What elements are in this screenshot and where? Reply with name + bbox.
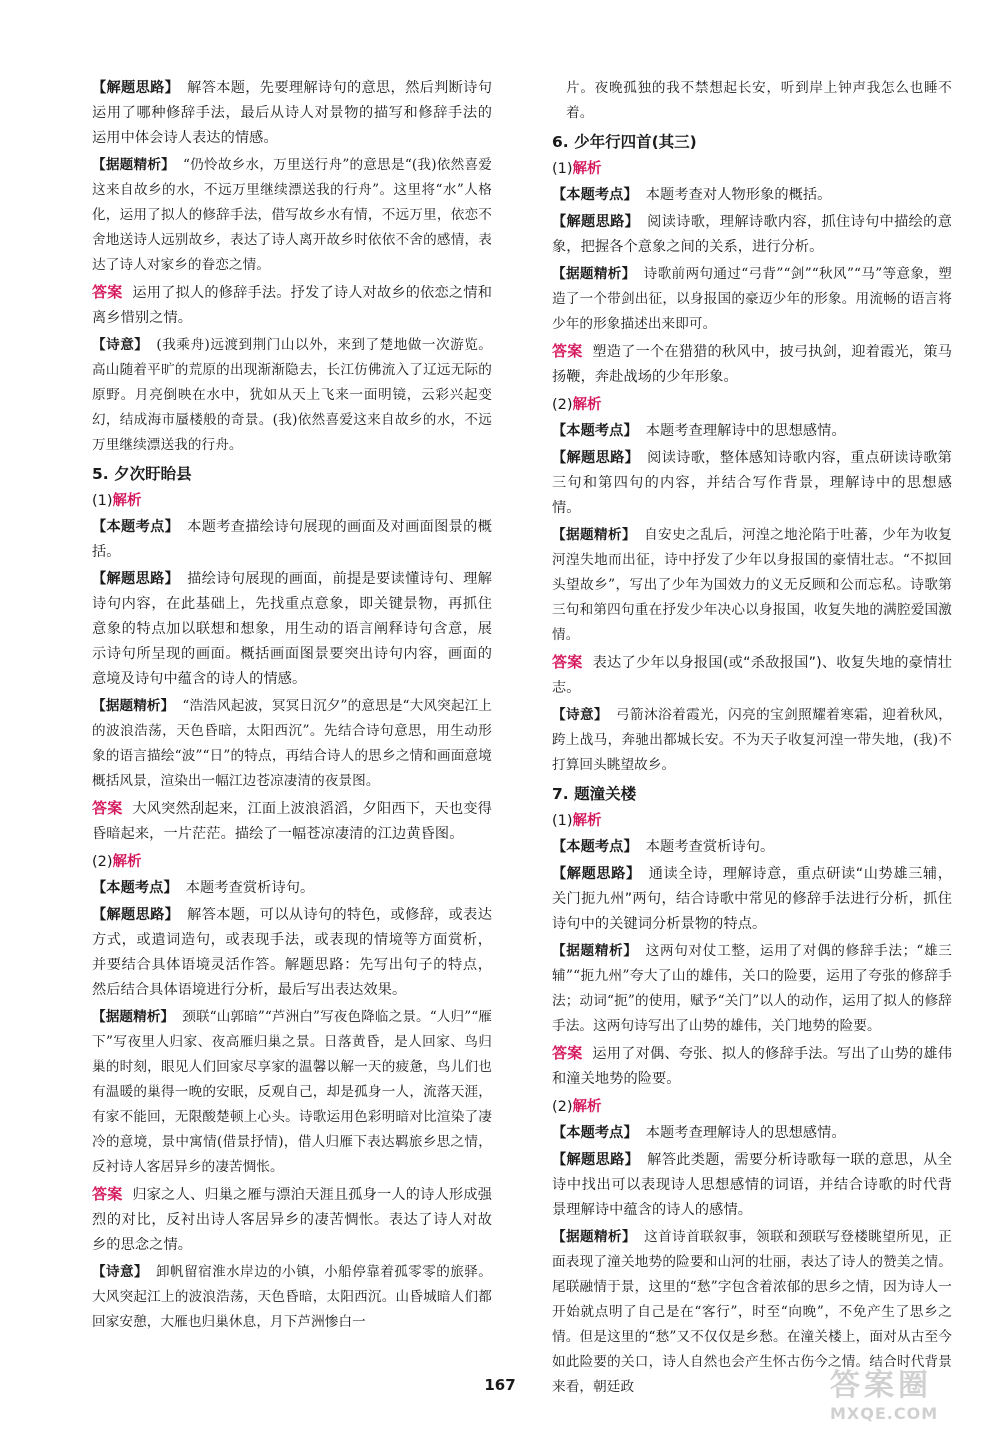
sub-question xyxy=(552,808,952,834)
paragraph xyxy=(92,567,492,692)
tag-label: 【据题精析】 xyxy=(92,1009,175,1025)
answer xyxy=(552,339,952,390)
paragraph-text: 弓箭沐浴着霞光，闪亮的宝剑照耀着寒霜，迎着秋风，跨上战马，奔驰出都城长安。不为天子收复河湟一带失地，(我)不打算回头眺望故乡。 xyxy=(552,707,952,773)
answer-text: 大风突然刮起来，江面上波浪滔滔，夕阳西下，天也变得昏暗起来，一片茫茫。描绘了一幅苍凉凄清的江边黄昏图。 xyxy=(92,801,492,842)
watermark-url: MXQE.COM xyxy=(830,1404,939,1423)
analysis-label: 解析 xyxy=(572,813,602,829)
answer-text: 塑造了一个在猎猎的秋风中，披弓执剑，迎着霞光，策马扬鞭，奔赴战场的少年形象。 xyxy=(552,344,952,385)
paragraph-text: 本题考查描绘诗句展现的画面及对画面图景的概括。 xyxy=(92,519,492,560)
section-heading: 6. 少年行四首(其三) xyxy=(552,133,697,151)
analysis-label: 解析 xyxy=(112,854,142,870)
analysis-label: 解析 xyxy=(112,493,142,509)
answer-label: 答案 xyxy=(92,283,123,301)
poem-meaning xyxy=(92,333,492,458)
paragraph xyxy=(552,419,952,444)
paragraph xyxy=(552,835,952,860)
sub-question xyxy=(552,156,952,182)
left-column xyxy=(92,76,492,1337)
paragraph-text: “仍怜故乡水，万里送行舟”的意思是“(我)依然喜爱这来自故乡的水，不远万里继续漂送我的行舟”。这里将“水”人格化，运用了拟人的修辞手法，借写故乡水有情，不远万里，依恋不舍地送诗人远别故乡，表达了诗人离开故乡时依依不舍的感情，表达了诗人对家乡的眷恋之情。 xyxy=(92,157,492,273)
sub-number: (2) xyxy=(552,397,573,413)
tag-label: 【解题思路】 xyxy=(552,450,640,466)
paragraph-text: 阅读诗歌，整体感知诗歌内容，重点研读诗歌第三句和第四句的内容，并结合写作背景，理解诗中的思想感情。 xyxy=(552,450,952,516)
paragraph-text: 诗歌前两句通过“弓背”“剑”“秋风”“马”等意象，塑造了一个带剑出征，以身报国的豪迈少年的形象。用流畅的语言将少年的形象描述出来即可。 xyxy=(552,266,952,332)
tag-label: 【本题考点】 xyxy=(552,423,638,439)
paragraph xyxy=(552,523,952,648)
paragraph-text: 通读全诗，理解诗意，重点研读“山势雄三辅，关门扼九州”两句，结合诗歌中常见的修辞手法进行分析，抓住诗句中的关键词分析景物的特点。 xyxy=(552,866,952,932)
paragraph-text: 解答本题，可以从诗句的特色，或修辞，或表达方式，或遣词造句，或表现手法，或表现的情境等方面赏析，并要结合具体语境灵活作答。解题思路：先写出句子的特点，然后结合具体语境进行分析，最后写出表达效果。 xyxy=(92,907,492,998)
sub-number: (2) xyxy=(552,1099,573,1115)
paragraph-text: 本题考查理解诗人的思想感情。 xyxy=(645,1125,846,1141)
sub-question xyxy=(92,849,492,875)
tag-label: 【解题思路】 xyxy=(552,866,641,882)
tag-label: 【诗意】 xyxy=(92,337,149,353)
answer-label: 答案 xyxy=(92,1185,123,1203)
sub-number: (2) xyxy=(92,854,113,870)
watermark-title: 答案圈 xyxy=(830,1368,932,1403)
paragraph xyxy=(552,1225,952,1400)
sub-question xyxy=(552,1094,952,1120)
paragraph-text: (我乘舟)远渡到荆门山以外，来到了楚地做一次游览。高山随着平旷的荒原的出现渐渐隐去，长江仿佛流入了辽远无际的原野。月亮倒映在水中，犹如从天上飞来一面明镜，云彩兴起变幻，结成海市蜃楼般的奇景。(我)依然喜爱这来自故乡的水，不远万里继续漂送我的行舟。 xyxy=(92,337,492,453)
right-column xyxy=(552,76,952,1402)
analysis-label: 解析 xyxy=(572,397,602,413)
answer-label: 答案 xyxy=(552,653,583,671)
paragraph-text: 这两句对仗工整，运用了对偶的修辞手法；“雄三辅”“扼九州”夸大了山的雄伟，关口的险要，运用了夸张的修辞手法；动词“扼”的使用，赋予“关门”以人的动作，运用了拟人的修辞手法。这两句诗写出了山势的雄伟，关门地势的险要。 xyxy=(552,943,952,1034)
tag-label: 【据题精析】 xyxy=(552,943,638,959)
poem-meaning xyxy=(92,1260,492,1335)
tag-label: 【据题精析】 xyxy=(552,1229,637,1245)
answer xyxy=(552,1041,952,1092)
paragraph xyxy=(92,694,492,794)
section-heading: 5. 夕次盱眙县 xyxy=(92,465,192,483)
paragraph-text: 自安史之乱后，河湟之地沦陷于吐蕃，少年为收复河湟失地而出征，诗中抒发了少年以身报国的豪情壮志。“不拟回头望故乡”，写出了少年为国效力的义无反顾和公而忘私。诗歌第三句和第四句重在抒发少年决心以身报国，收复失地的满腔爱国激情。 xyxy=(552,527,952,643)
answer-label: 答案 xyxy=(552,342,583,360)
analysis-label: 解析 xyxy=(572,161,602,177)
answer xyxy=(92,796,492,847)
page-number: 167 xyxy=(484,1376,516,1394)
paragraph-text: “浩浩风起波，冥冥日沉夕”的意思是“大风突起江上的波浪浩荡，天色昏暗，太阳西沉”。先结合诗句意思，用生动形象的语言描绘“波”“日”的特点，再结合诗人的思乡之情和画面意境概括风景，渲染出一幅江边苍凉凄清的夜景图。 xyxy=(92,698,493,789)
sub-number: (1) xyxy=(552,161,573,177)
sub-number: (1) xyxy=(92,493,113,509)
tag-label: 【诗意】 xyxy=(552,707,609,723)
paragraph-text: 这首诗首联叙事，领联和颈联写登楼眺望所见，正面表现了潼关地势的险要和山河的壮丽，表达了诗人的赞美之情。尾联融情于景，这里的“愁”字包含着浓郁的思乡之情，因为诗人一开始就点明了自己是在“客行”，时至“向晚”，不免产生了思乡之情。但是这里的“愁”又不仅仅是乡愁。在潼关楼上，面对从古至今如此险要的关口，诗人自然也会产生怀古伤今之情。结合时代背景来看，朝廷政 xyxy=(552,1229,952,1395)
tag-label: 【本题考点】 xyxy=(552,1125,638,1141)
paragraph xyxy=(92,903,492,1003)
paragraph-text: 解答此类题，需要分析诗歌每一联的意思，从全诗中找出可以表现诗人思想感情的词语，并结合诗歌的时代背景理解诗中蕴含的诗人的感情。 xyxy=(552,1152,952,1218)
sub-question xyxy=(92,488,492,514)
paragraph xyxy=(552,1121,952,1146)
tag-label: 【据题精析】 xyxy=(92,698,175,714)
tag-label: 【本题考点】 xyxy=(92,880,178,896)
tag-label: 【据题精析】 xyxy=(552,266,636,282)
paragraph-text: 本题考查赏析诗句。 xyxy=(185,880,315,896)
paragraph-text: 卸帆留宿淮水岸边的小镇，小船停靠着孤零零的旅驿。大风突起江上的波浪浩荡，天色昏暗，太阳西沉。山昏城暗人们都回家安憩，大雁也归巢休息，月下芦洲惨白一 xyxy=(92,1264,492,1330)
paragraph xyxy=(552,262,952,337)
paragraph-text: 描绘诗句展现的画面，前提是要读懂诗句、理解诗句内容，在此基础上，先找重点意象，即关键景物，再抓住意象的特点加以联想和想象，用生动的语言阐释诗句含意，展示诗句所呈现的画面。概括画面图景要突出诗句内容，画面的意境及诗句中蕴含的诗人的情感。 xyxy=(92,571,492,687)
paragraph-text: 本题考查理解诗中的思想感情。 xyxy=(645,423,846,439)
poem-meaning-continued: 片。夜晚孤独的我不禁想起长安，听到岸上钟声我怎么也睡不着。 xyxy=(566,80,952,121)
tag-label: 【解题思路】 xyxy=(552,1152,640,1168)
tag-label: 【据题精析】 xyxy=(552,527,637,543)
answer-text: 归家之人、归巢之雁与漂泊天涯且孤身一人的诗人形成强烈的对比，反衬出诗人客居异乡的凄苦惆怅。表达了诗人对故乡的思念之情。 xyxy=(92,1187,492,1253)
paragraph-text: 颈联“山郭暗”“芦洲白”写夜色降临之景。“人归”“雁下”写夜里人归家、夜高雁归巢之景。日落黄昏，是人回家、鸟归巢的时刻，眼见人们回家尽享家的温馨以解一天的疲惫，鸟儿们也有温暖的巢得一晚的安眠，反观自己，却是孤身一人，流落天涯，有家不能回，无限酸楚顿上心头。诗歌运用色彩明暗对比渲染了凄冷的意境，景中寓情(借景抒情)，借人归雁下表达羁旅乡思之情，反衬诗人客居异乡的凄苦惆怅。 xyxy=(92,1009,492,1175)
tag-label: 【据题精析】 xyxy=(92,157,175,173)
tag-label: 【诗意】 xyxy=(92,1264,149,1280)
answer xyxy=(92,280,492,331)
tag-label: 【本题考点】 xyxy=(552,839,638,855)
answer-text: 运用了拟人的修辞手法。抒发了诗人对故乡的依恋之情和离乡惜别之情。 xyxy=(92,285,492,326)
sub-number: (1) xyxy=(552,813,573,829)
paragraph xyxy=(92,876,492,901)
paragraph-text: 本题考查对人物形象的概括。 xyxy=(645,187,832,203)
answer-label: 答案 xyxy=(552,1044,583,1062)
answer xyxy=(92,1182,492,1258)
paragraph xyxy=(92,515,492,565)
answer-label: 答案 xyxy=(92,799,123,817)
answer-text: 运用了对偶、夸张、拟人的修辞手法。写出了山势的雄伟和潼关地势的险要。 xyxy=(552,1046,952,1087)
answer-text: 表达了少年以身报国(或“杀敌报国”)、收复失地的豪情壮志。 xyxy=(552,655,952,696)
paragraph xyxy=(92,153,492,278)
paragraph xyxy=(552,446,952,521)
paragraph-text: 本题考查赏析诗句。 xyxy=(645,839,775,855)
tag-label: 【本题考点】 xyxy=(552,187,638,203)
paragraph xyxy=(552,862,952,937)
sub-question xyxy=(552,392,952,418)
tag-label: 【本题考点】 xyxy=(92,519,180,535)
poem-meaning xyxy=(552,703,952,778)
answer xyxy=(552,650,952,701)
paragraph xyxy=(552,939,952,1039)
tag-label: 【解题思路】 xyxy=(92,907,180,923)
paragraph-text: 阅读诗歌，理解诗歌内容，抓住诗句中描绘的意象，把握各个意象之间的关系，进行分析。 xyxy=(552,214,952,255)
tag-label: 【解题思路】 xyxy=(92,80,180,96)
tag-label: 【解题思路】 xyxy=(92,571,180,587)
paragraph xyxy=(92,1005,492,1180)
paragraph xyxy=(552,210,952,260)
section-heading: 7. 题潼关楼 xyxy=(552,785,637,803)
tag-label: 【解题思路】 xyxy=(552,214,640,230)
paragraph xyxy=(552,1148,952,1223)
paragraph xyxy=(92,76,492,151)
paragraph xyxy=(552,183,952,208)
analysis-label: 解析 xyxy=(572,1099,602,1115)
paragraph-text: 解答本题，先要理解诗句的意思，然后判断诗句运用了哪种修辞手法，最后从诗人对景物的描写和修辞手法的运用中体会诗人表达的情感。 xyxy=(92,80,492,146)
